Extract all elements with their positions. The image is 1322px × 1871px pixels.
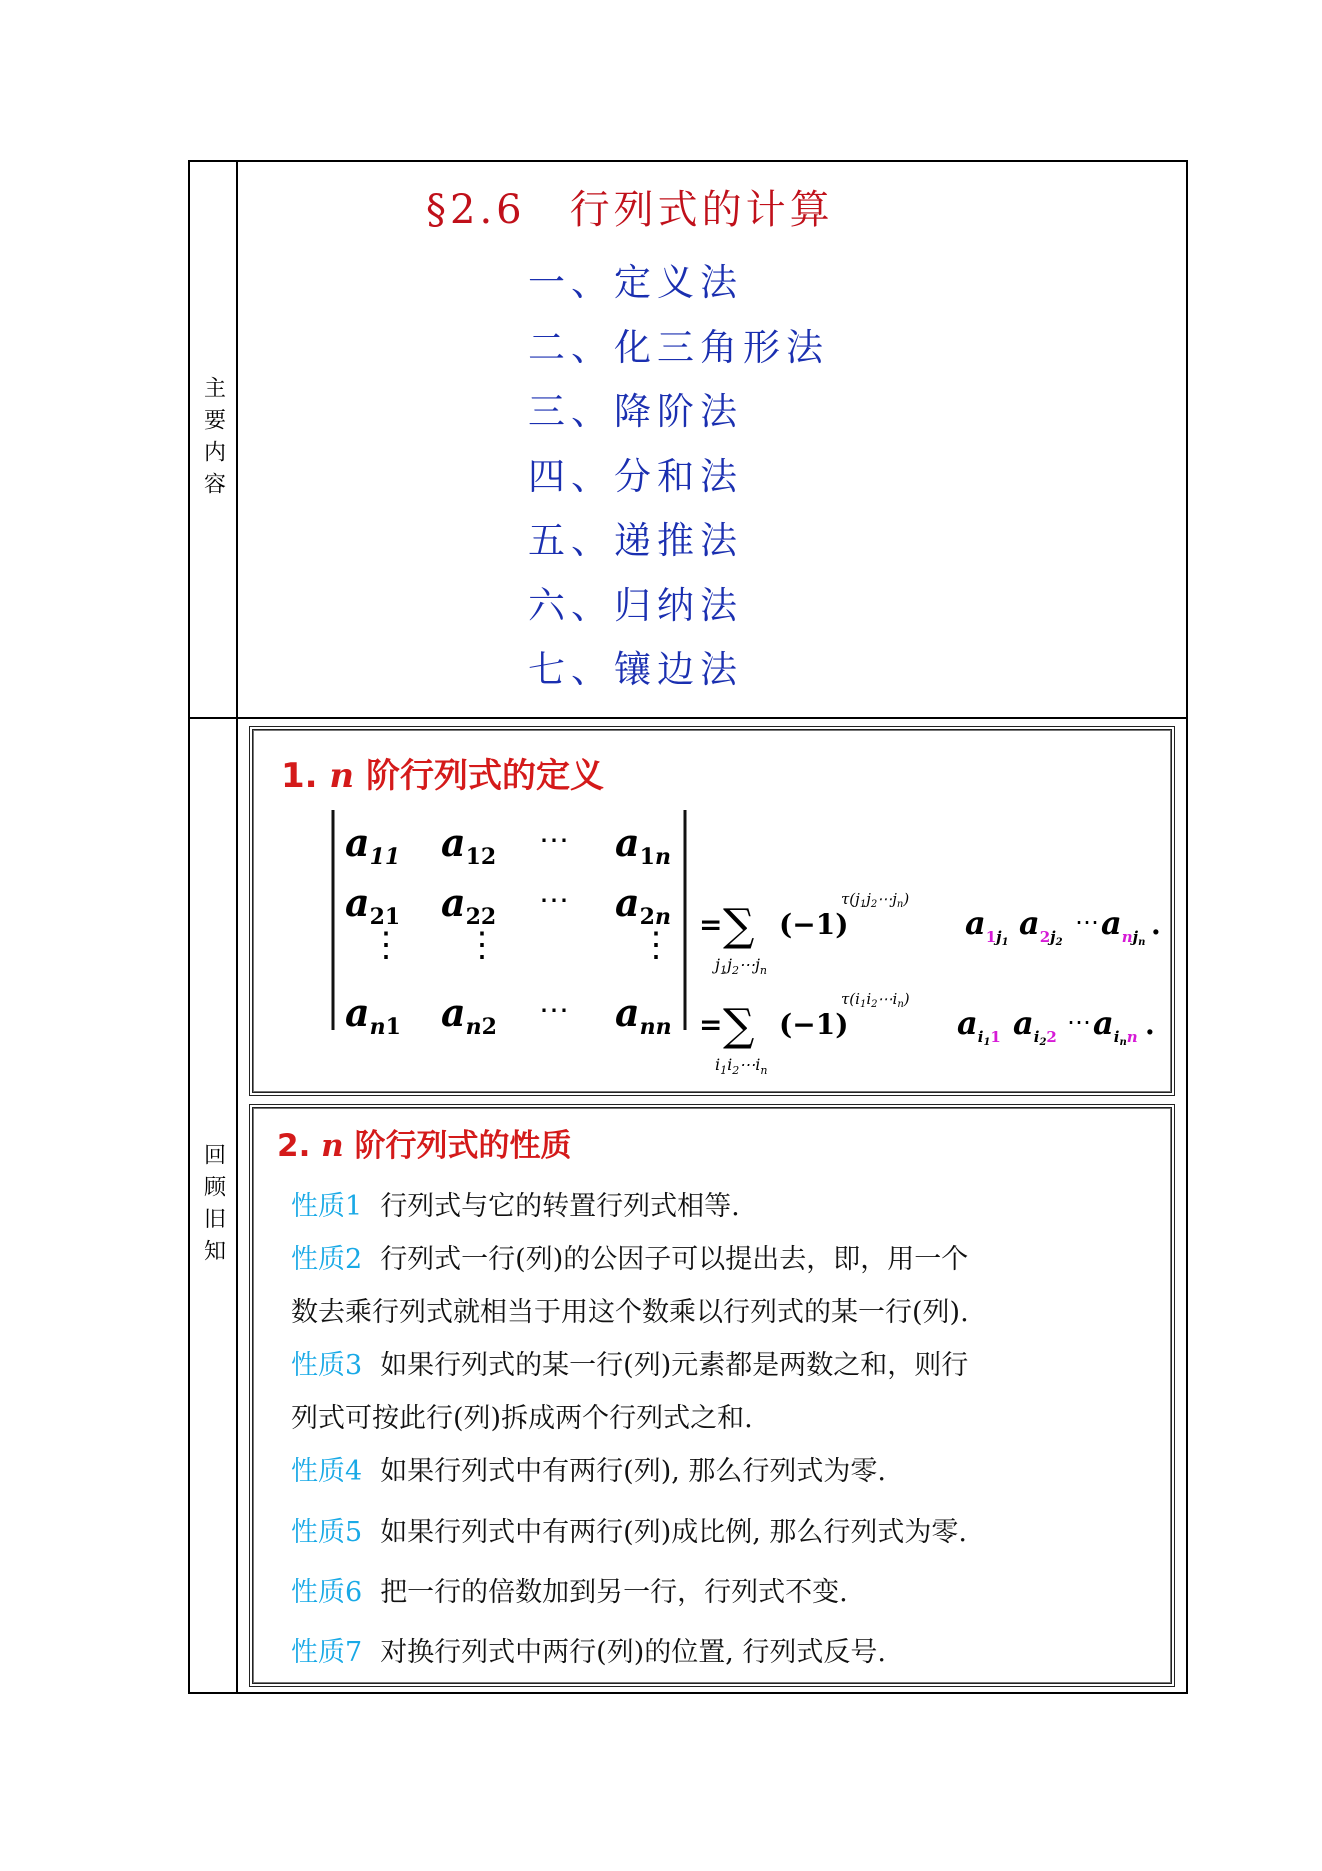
property-text-continued: 列式可按此行(列)拆成两个行列式之和.: [291, 1403, 753, 1434]
property-text-continued: 数去乘行列式就相当于用这个数乘以行列式的某一行(列).: [291, 1297, 969, 1328]
svg-text:a2j2: $a_2j2$: [1019, 904, 1063, 948]
section-title: §2.6 行列式的计算: [426, 187, 834, 233]
svg-text:(−1): (−1): [779, 908, 849, 941]
property-text: 如果行列式中有两行(列), 那么行列式为零.: [380, 1456, 887, 1487]
definition-line-2: [699, 990, 1155, 1077]
property-item: [291, 1233, 969, 1339]
property-item: [291, 1566, 848, 1619]
svg-text:an1: $a_n1$: [345, 990, 401, 1040]
svg-text:τ(j1j2⋯jn): $\tau(j_1j_2\cdots j_n)$: [841, 890, 910, 910]
svg-text:a11: $a_{11}$: [345, 820, 401, 870]
property-text: 对换行列式中两行(列)的位置, 行列式反号.: [380, 1637, 887, 1668]
outline-item: 一、定义法: [528, 261, 743, 304]
svg-text:τ(i1i2⋯in): $\tau(i_1i_2\cdots i_n)$: [841, 990, 910, 1010]
property-text: 如果行列式的某一行(列)元素都是两数之和，则行: [380, 1350, 969, 1381]
row-label-cell: [190, 162, 238, 717]
matrix-hdots: ⋯: [539, 883, 569, 918]
svg-text:a22: $a_{22}$: [441, 880, 497, 930]
main-contents-row: [190, 162, 1186, 719]
matrix-hdots: ⋯: [539, 993, 569, 1028]
svg-text:j1j2⋯jn: $j_1j_2\cdots j_n$: [715, 955, 767, 977]
determinant-formula: [253, 730, 1171, 1092]
svg-text:a2n: $a_2n$: [615, 880, 671, 930]
property-tag: 性质6: [291, 1577, 363, 1608]
outline-item: 三、降阶法: [528, 390, 743, 433]
outline-item: 六、归纳法: [528, 583, 743, 627]
method-outline: [528, 252, 948, 704]
svg-text:⋯: ⋯: [1067, 1008, 1091, 1036]
matrix-entry: [441, 880, 496, 930]
property-item: [291, 1626, 886, 1679]
svg-text:∑: ∑: [723, 1000, 755, 1051]
property-tag: 性质7: [291, 1637, 363, 1668]
svg-text:ainn: $a_inn$: [1093, 1004, 1138, 1048]
matrix-vdots: ⋮: [465, 925, 499, 965]
svg-text:a12: $a_{12}$: [441, 820, 497, 870]
row-label-cell: [190, 719, 238, 1694]
definition-heading-num: 1.: [281, 756, 318, 796]
svg-text:i1i2⋯in: $i_1i_2\cdots i_n$: [715, 1055, 768, 1077]
matrix-entry: [615, 990, 672, 1040]
definition-heading-var: n: [329, 756, 355, 796]
definition-heading-text: 阶行列式的定义: [366, 756, 604, 796]
svg-text:=: =: [699, 908, 723, 941]
property-item: [291, 1445, 886, 1498]
property-tag: 性质4: [291, 1456, 363, 1487]
svg-text:∑: ∑: [723, 900, 755, 951]
matrix-hdots: ⋯: [539, 823, 569, 858]
property-text: 如果行列式中有两行(列)成比例, 那么行列式为零.: [380, 1517, 968, 1548]
properties-heading-text: 阶行列式的性质: [354, 1128, 572, 1164]
svg-text:.: .: [1145, 1008, 1155, 1041]
property-text: 把一行的倍数加到另一行，行列式不变.: [380, 1577, 848, 1608]
property-tag: 性质2: [291, 1244, 363, 1275]
matrix-vdots: ⋮: [639, 925, 673, 965]
properties-heading-num: 2.: [277, 1128, 311, 1164]
svg-text:an2: $a_n2$: [441, 990, 497, 1040]
outline-item: 七、镶边法: [528, 648, 743, 691]
properties-heading-var: n: [321, 1128, 344, 1164]
property-tag: 性质3: [291, 1350, 363, 1381]
svg-text:a1j1: $a_1j1$: [965, 904, 1009, 948]
matrix-entry: [345, 880, 400, 930]
svg-text:a1n: $a_1n$: [615, 820, 671, 870]
definition-box: [249, 726, 1175, 1096]
definition-line-1: [699, 890, 1161, 977]
matrix-entry: [615, 820, 671, 870]
matrix-entry: [615, 880, 671, 930]
property-text: 行列式一行(列)的公因子可以提出去，即，用一个: [380, 1244, 969, 1275]
lesson-table: [188, 160, 1188, 1694]
matrix-entry: [345, 990, 401, 1040]
property-tag: 性质1: [291, 1191, 363, 1222]
properties-heading: [277, 1120, 572, 1165]
matrix-entry: [441, 990, 497, 1040]
main-contents-label: 主要内容: [200, 375, 226, 504]
svg-text:ai11: $a_i11$: [957, 1004, 1001, 1048]
svg-text:(−1): (−1): [779, 1008, 849, 1041]
outline-item: 四、分和法: [528, 454, 743, 498]
property-text: 行列式与它的转置行列式相等.: [380, 1191, 740, 1222]
svg-text:⋯: ⋯: [1075, 908, 1099, 936]
review-label: 回顾旧知: [200, 1142, 226, 1271]
property-item: [291, 1339, 968, 1445]
property-item: [291, 1506, 967, 1559]
properties-box: [249, 1104, 1175, 1687]
svg-text:=: =: [699, 1008, 723, 1041]
outline-item: 二、化三角形法: [528, 325, 829, 369]
matrix-entry: [441, 820, 496, 870]
svg-text:anjn: $a_njn$: [1101, 904, 1146, 948]
svg-text:.: .: [1151, 908, 1161, 941]
svg-text:a21: $a_{21}$: [345, 880, 401, 930]
property-item: [291, 1180, 740, 1233]
matrix-vdots: ⋮: [369, 925, 403, 965]
svg-text:ai22: $a_i22$: [1013, 1004, 1057, 1048]
property-tag: 性质5: [291, 1517, 363, 1548]
outline-item: 五、递推法: [528, 519, 743, 562]
review-row: [190, 719, 1186, 1694]
matrix-entry: [345, 820, 400, 870]
svg-text:ann: $a_{nn}$: [615, 990, 672, 1040]
